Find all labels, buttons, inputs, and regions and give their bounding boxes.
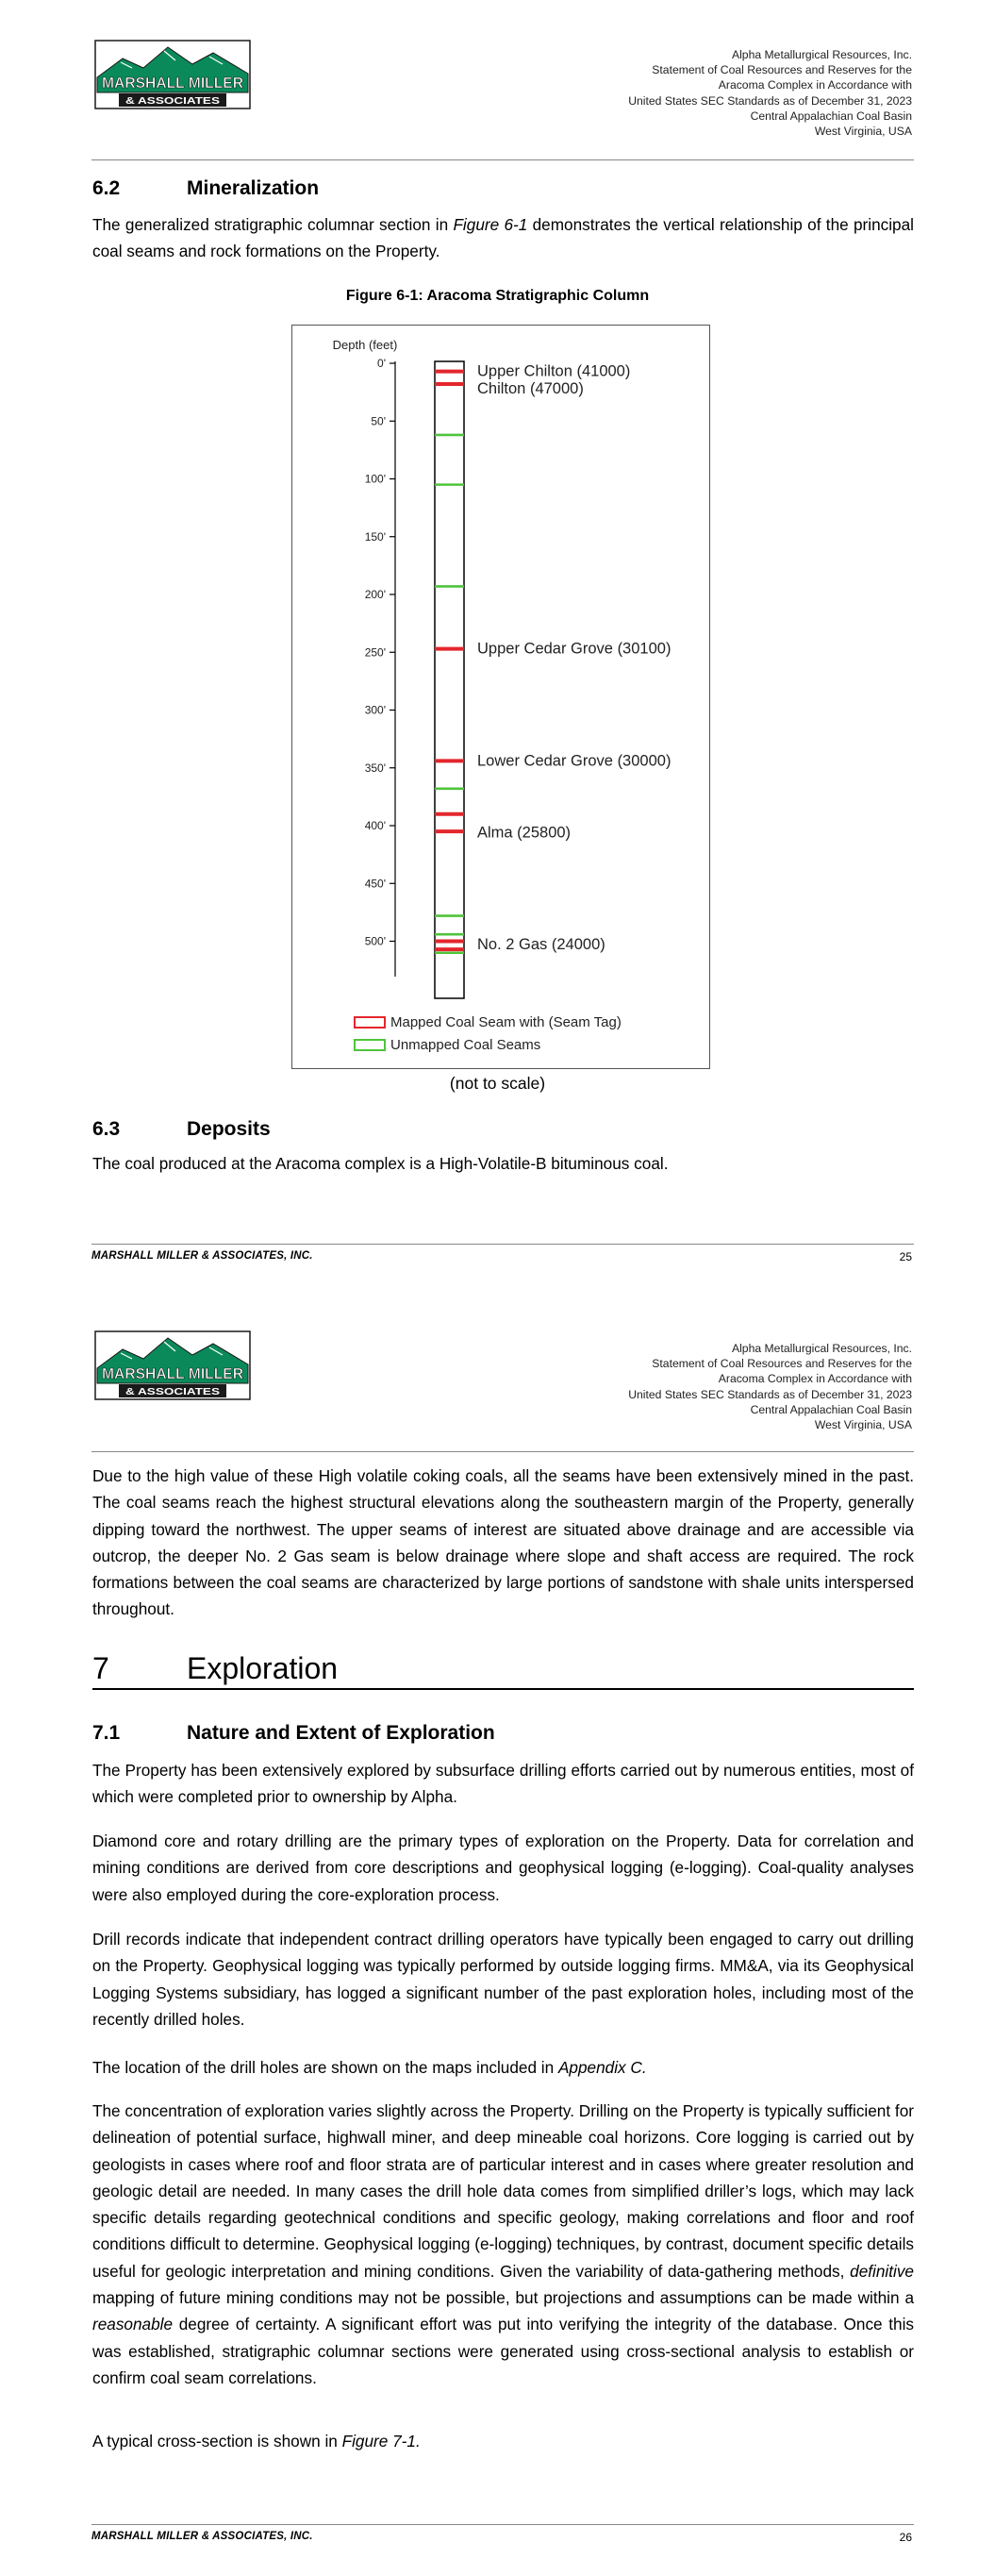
figure-caption: Figure 6-1: Aracoma Stratigraphic Column bbox=[345, 288, 650, 304]
section-7-1-heading bbox=[92, 1722, 495, 1745]
paragraph-6: A typical cross-section is shown in Figure 7-1. bbox=[92, 2432, 421, 2451]
header-line-3: Aracoma Complex in Accordance with bbox=[718, 1372, 912, 1386]
section-number: 7.1 bbox=[92, 1722, 121, 1744]
marshall-miller-logo bbox=[94, 40, 251, 109]
depth-tick-label: 200' bbox=[364, 588, 386, 601]
footer-firm: MARSHALL MILLER & ASSOCIATES, INC. bbox=[91, 2531, 313, 2542]
header-line-2: Statement of Coal Resources and Reserves for the bbox=[652, 63, 912, 77]
depth-tick-label: 500' bbox=[364, 934, 386, 948]
chart-legend bbox=[355, 1014, 622, 1053]
section-title: Exploration bbox=[187, 1651, 339, 1685]
footer-firm: MARSHALL MILLER & ASSOCIATES, INC. bbox=[91, 1250, 313, 1262]
section-number: 6.2 bbox=[92, 177, 121, 199]
section-6-3-heading bbox=[92, 1118, 271, 1141]
depth-tick-label: 150' bbox=[364, 529, 386, 544]
depth-axis-title: Depth (feet) bbox=[332, 338, 398, 352]
section-title: Deposits bbox=[187, 1118, 271, 1140]
logo-text-bottom: & ASSOCIATES bbox=[125, 1387, 221, 1397]
header-line-2: Statement of Coal Resources and Reserves for the bbox=[652, 1357, 912, 1371]
depth-tick-label: 0' bbox=[377, 357, 386, 370]
marshall-miller-logo bbox=[94, 1330, 251, 1400]
header-line-5: Central Appalachian Coal Basin bbox=[750, 1402, 912, 1416]
footer-page-number: 25 bbox=[899, 1250, 912, 1263]
seam-label: Alma (25800) bbox=[477, 824, 572, 842]
section-number: 7 bbox=[92, 1651, 109, 1685]
page-header-text bbox=[628, 1341, 912, 1432]
logo-text-bottom: & ASSOCIATES bbox=[125, 96, 221, 107]
depth-tick-label: 400' bbox=[364, 819, 386, 832]
seam-label: Upper Chilton (41000) bbox=[477, 362, 631, 380]
seam-label: No. 2 Gas (24000) bbox=[477, 936, 605, 954]
page-header-text bbox=[628, 47, 912, 139]
section-6-2-heading bbox=[92, 177, 319, 200]
page-26 bbox=[0, 1291, 995, 2576]
column-body bbox=[435, 361, 464, 998]
figure-frame bbox=[291, 325, 710, 1069]
header-line-3: Aracoma Complex in Accordance with bbox=[718, 78, 912, 92]
depth-tick-label: 250' bbox=[364, 645, 386, 660]
header-line-6: West Virginia, USA bbox=[814, 1418, 912, 1432]
depth-tick-label: 350' bbox=[364, 761, 386, 775]
seam-label: Lower Cedar Grove (30000) bbox=[477, 752, 672, 770]
page-25 bbox=[0, 0, 995, 1283]
paragraph-5: The concentration of exploration varies slightly across the Property. Drilling on the Property is typically sufficient for delineation of potential surface, highwall miner, and deep mineable coal horizons. Core logging is carried out by geologists in cases where roof and floor strata are of particular interest and in cases where greater resolution and geologic detail are needed. In many cases the drill hole data comes from simplified driller’s logs, which may lack specific details regarding geotechnical conditions and specific geology, making correlations and floor and roof conditions difficult to determine. Geophysical logging (e-logging) techniques, by contrast, document specific details useful for geologic interpretation and mining conditions. Given the variability of data-gathering methods, definitive mapping of future mining conditions may not be possible, but projections and assumptions can be made within a reasonable degree of certainty. A significant effort was put into verifying the integrity of the database. Once this was established, stratigraphic columnar sections were generated using cross-sectional analysis to establish or confirm coal seam correlations. bbox=[92, 2101, 914, 2387]
legend-unmapped-label: Unmapped Coal Seams bbox=[390, 1037, 541, 1053]
section-title: Nature and Extent of Exploration bbox=[187, 1722, 495, 1744]
footer-page-number: 26 bbox=[899, 2531, 912, 2544]
depth-tick-label: 100' bbox=[364, 472, 386, 486]
header-line-4: United States SEC Standards as of December 31, 2023 bbox=[628, 93, 912, 108]
footer-rule bbox=[91, 1244, 914, 1245]
header-company: Alpha Metallurgical Resources, Inc. bbox=[731, 1342, 912, 1355]
stratigraphic-column-chart bbox=[292, 326, 709, 1068]
not-to-scale-note: (not to scale) bbox=[449, 1074, 546, 1093]
depth-tick-label: 450' bbox=[364, 877, 386, 891]
depth-tick-label: 50' bbox=[371, 414, 386, 428]
section-7-heading bbox=[92, 1651, 914, 1690]
section-number: 6.3 bbox=[92, 1118, 121, 1140]
figure-reference: Figure 6-1 bbox=[453, 215, 528, 234]
appendix-reference: Appendix C. bbox=[557, 2058, 647, 2077]
header-rule bbox=[91, 159, 914, 160]
header-company: Alpha Metallurgical Resources, Inc. bbox=[731, 48, 912, 61]
depth-tick-label: 300' bbox=[364, 703, 386, 717]
header-line-4: United States SEC Standards as of December 31, 2023 bbox=[628, 1387, 912, 1401]
seam-label: Upper Cedar Grove (30100) bbox=[477, 640, 672, 658]
intro-paragraph: Due to the high value of these High volatile coking coals, all the seams have been extensively mined in the past. The coal seams reach the highest structural elevations along the southeastern margin of the Property, generally dipping toward the northwest. The upper seams of interest are situated above drainage and are accessible via outcrop, the deeper No. 2 Gas seam is below drainage where slope and shaft access are required. The rock formations between the coal seams are characterized by large portions of sandstone with shale units interspersed throughout. bbox=[92, 1466, 914, 1619]
legend-unmapped-swatch bbox=[355, 1040, 385, 1050]
paragraph-3: Drill records indicate that independent contract drilling operators have typically been engaged to carry out drilling on the Property. Geophysical logging was typically performed by outside logging firms. MM&A, via its Geophysical Logging Systems subsidiary, has logged a significant number of the past exploration holes, including most of the recently drilled holes. bbox=[92, 1930, 914, 2029]
figure-reference: Figure 7-1. bbox=[341, 2432, 421, 2451]
header-rule bbox=[91, 1451, 914, 1452]
section-title: Mineralization bbox=[187, 177, 320, 199]
deposits-paragraph: The coal produced at the Aracoma complex is a High-Volatile-B bituminous coal. bbox=[92, 1154, 669, 1173]
header-line-5: Central Appalachian Coal Basin bbox=[750, 109, 912, 123]
mineralization-paragraph: The generalized stratigraphic columnar section in Figure 6-1 demonstrates the vertical relationship of the principal coal seams and rock formations on the Property. bbox=[92, 215, 914, 261]
paragraph-1: The Property has been extensively explored by subsurface drilling efforts carried out by numerous entities, most of which were completed prior to ownership by Alpha. bbox=[92, 1761, 914, 1807]
paragraph-2: Diamond core and rotary drilling are the primary types of exploration on the Property. Data for correlation and mining conditions are derived from core descriptions and geophysical logging (e-logging). Coal-quality analyses were also employed during the core-exploration process. bbox=[92, 1832, 914, 1904]
paragraph-4: The location of the drill holes are shown on the maps included in Appendix C. bbox=[92, 2058, 647, 2077]
header-line-6: West Virginia, USA bbox=[814, 125, 912, 139]
logo-text-top: MARSHALL MILLER bbox=[102, 1366, 244, 1382]
seam-label: Chilton (47000) bbox=[477, 379, 584, 397]
legend-mapped-swatch bbox=[355, 1017, 385, 1028]
footer-rule bbox=[91, 2524, 914, 2525]
legend-mapped-label: Mapped Coal Seam with (Seam Tag) bbox=[390, 1014, 622, 1030]
logo-text-top: MARSHALL MILLER bbox=[102, 75, 244, 92]
